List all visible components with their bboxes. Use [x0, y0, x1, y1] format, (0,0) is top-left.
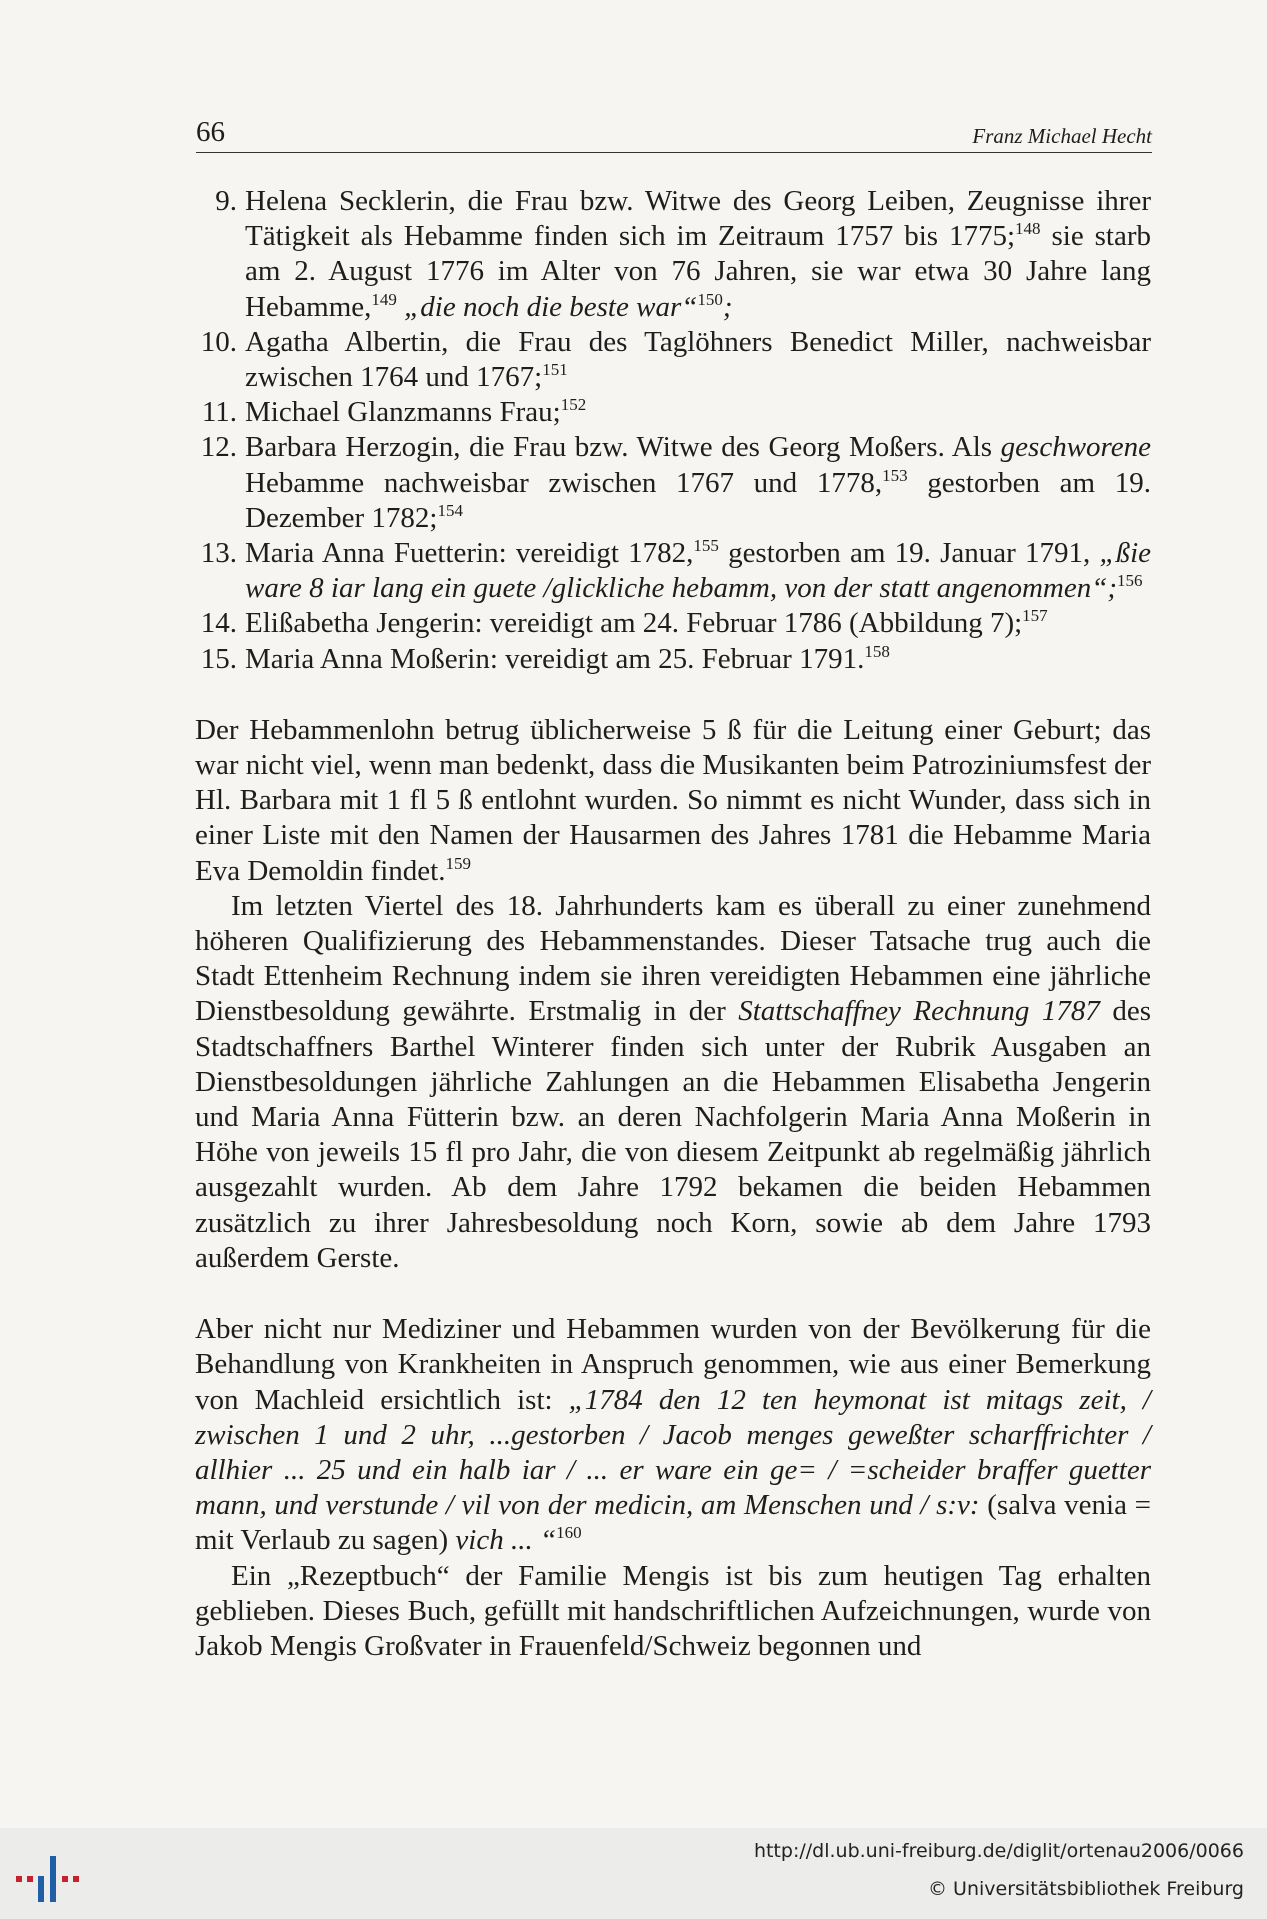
paragraph	[195, 889, 1151, 1276]
list-item-text: Maria Anna Moßerin: vereidigt am 25. Februar 1791.	[245, 642, 865, 675]
paragraph	[195, 1559, 1151, 1665]
footnote-ref: 154	[437, 500, 463, 520]
list-item-number: 13.	[200, 537, 237, 570]
footnote-ref: 149	[371, 289, 397, 309]
list-item-number: 9.	[215, 185, 237, 217]
list-item	[195, 642, 1151, 677]
italic-term: geschworene	[1000, 431, 1151, 464]
list-item	[195, 536, 1151, 606]
list-item-text: Maria Anna Fuetterin: vereidigt 1782,	[245, 537, 694, 570]
copyright-notice: © Universitätsbibliothek Freiburg	[928, 1878, 1244, 1900]
list-item	[195, 184, 1151, 325]
list-item-number: 14.	[200, 607, 237, 640]
footnote-ref: 159	[445, 853, 471, 873]
list-item-number: 15.	[200, 642, 237, 675]
list-item-text: Agatha Albertin, die Frau des Taglöhners Benedict Miller, nachweisbar zwischen 1764 und 1767;	[245, 325, 1151, 394]
list-item	[195, 395, 1151, 430]
running-head: Franz Michael Hecht	[972, 124, 1152, 148]
page-header	[196, 112, 1152, 153]
paragraph-text: Der Hebammenlohn betrug üblicherweise 5 ß für die Leitung einer Geburt; das war nicht viel, wenn man bedenkt, dass die Musikanten beim Patroziniumsfest der Hl. Barbara mit 1 fl 5 ß entlohnt wurden. So nimmt es nicht Wunder, dass sich in einer Liste mit den Namen der Hausarmen des Jahres 1781 die Hebamme Maria Eva Demoldin findet.	[195, 713, 1151, 887]
footer-bar	[0, 1828, 1267, 1919]
footnote-ref: 152	[560, 395, 587, 415]
quotation: „die noch die beste war“	[404, 290, 698, 323]
list-item	[195, 325, 1151, 395]
paragraph	[195, 1312, 1151, 1558]
list-item-text: Helena Secklerin, die Frau bzw. Witwe des Georg Leiben, Zeugnisse ihrer Tätigkeit als Hebamme finden sich im Zeitraum 1757 bis 1775;	[245, 185, 1151, 253]
footnote-ref: 156	[1116, 571, 1143, 591]
list-item-number: 12.	[200, 431, 237, 464]
list-item	[195, 606, 1151, 641]
page-number: 66	[196, 116, 225, 148]
paragraph-text: Im letzten Viertel des 18. Jahrhunderts kam es überall zu einer zunehmend höheren Qualifizierung des Hebammenstandes. Dieser Tatsache trug auch die Stadt Ettenheim Rechnung indem sie ihren vereidigten Hebammen eine jährliche Dienstbesoldung gewährte. Erstmalig in der	[195, 889, 1151, 1028]
list-item-text: Barbara Herzogin, die Frau bzw. Witwe des Georg Moßers. Als	[245, 431, 1001, 464]
list-item-text: Elißabetha Jengerin: vereidigt am 24. Februar 1786 (Abbildung 7);	[245, 607, 1023, 640]
quotation: „ßie ware 8 iar lang ein guete /glickliche hebamm, von der statt angenommen“;	[245, 537, 1151, 605]
list-item	[195, 430, 1151, 536]
footnote-ref: 160	[556, 1523, 582, 1543]
footnote-ref: 157	[1022, 606, 1048, 626]
midwife-list	[195, 184, 1151, 677]
footnote-ref: 151	[542, 360, 568, 380]
footnote-ref: 158	[864, 641, 890, 661]
paragraph-text: Aber nicht nur Mediziner und Hebammen wurden von der Bevölkerung für die Behandlung von Krankheiten in Anspruch genommen, wie aus einer Bemerkung von Machleid ersichtlich ist:	[195, 1313, 1151, 1416]
italic-title: Stattschaffney Rechnung 1787	[738, 995, 1100, 1028]
footnote-ref: 150	[697, 289, 723, 309]
quotation: „1784 den 12 ten heymonat ist mitags zeit, / zwischen 1 und 2 uhr, ...gestorben / Jacob menges geweßter scharffrichter / allhier ... 25 und ein halb iar / ... er ware ein ge= / =scheider braffer guetter mann, und verstunde / vil von der medicin, am Menschen und / s:v:	[195, 1383, 1151, 1522]
paragraph-text: Ein „Rezeptbuch“ der Familie Mengis ist bis zum heutigen Tag erhalten geblieben. Dieses Buch, gefüllt mit handschriftlichen Aufzeichnungen, wurde von Jakob Mengis Großvater in Frauenfeld/Schweiz begonnen und	[195, 1559, 1151, 1662]
list-item-text: gestorben am 19. Dezember 1782;	[245, 466, 1151, 534]
list-item-number: 11.	[201, 396, 237, 429]
list-item-text: gestorben am 19. Januar 1791,	[718, 537, 1100, 570]
footnote-ref: 148	[1015, 219, 1041, 239]
quotation: vich ... “	[455, 1524, 557, 1557]
body-text	[195, 184, 1151, 1664]
footnote-ref: 155	[693, 536, 719, 556]
quotation: ;	[722, 290, 733, 323]
list-item-number: 10.	[200, 325, 237, 358]
library-logo-icon	[16, 1856, 82, 1904]
paragraph-text: (salva venia = mit Verlaub zu sagen)	[195, 1489, 1151, 1557]
list-item-text: Michael Glanzmanns Frau;	[245, 396, 561, 429]
footnote-ref: 153	[882, 465, 908, 485]
source-url-link[interactable]: http://dl.ub.uni-freiburg.de/diglit/ortenau2006/0066	[753, 1840, 1244, 1862]
list-item-text: Hebamme nachweisbar zwischen 1767 und 1778,	[245, 466, 883, 499]
list-item-text: sie starb am 2. August 1776 im Alter von 76 Jahren, sie war etwa 30 Jahre lang Hebamme,	[245, 220, 1151, 323]
paragraph-text: des Stadtschaffners Barthel Winterer finden sich unter der Rubrik Ausgaben an Dienstbesoldungen jährliche Zahlungen an die Hebammen Elisabetha Jengerin und Maria Anna Fütterin bzw. an deren Nachfolgerin Maria Anna Moßerin in Höhe von jeweils 15 fl pro Jahr, die von diesem Zeitpunkt ab regelmäßig jährlich ausgezahlt wurden. Ab dem Jahre 1792 bekamen die beiden Hebammen zusätzlich zu ihrer Jahresbesoldung noch Korn, sowie ab dem Jahre 1793 außerdem Gerste.	[195, 995, 1151, 1274]
paragraph	[195, 713, 1151, 889]
